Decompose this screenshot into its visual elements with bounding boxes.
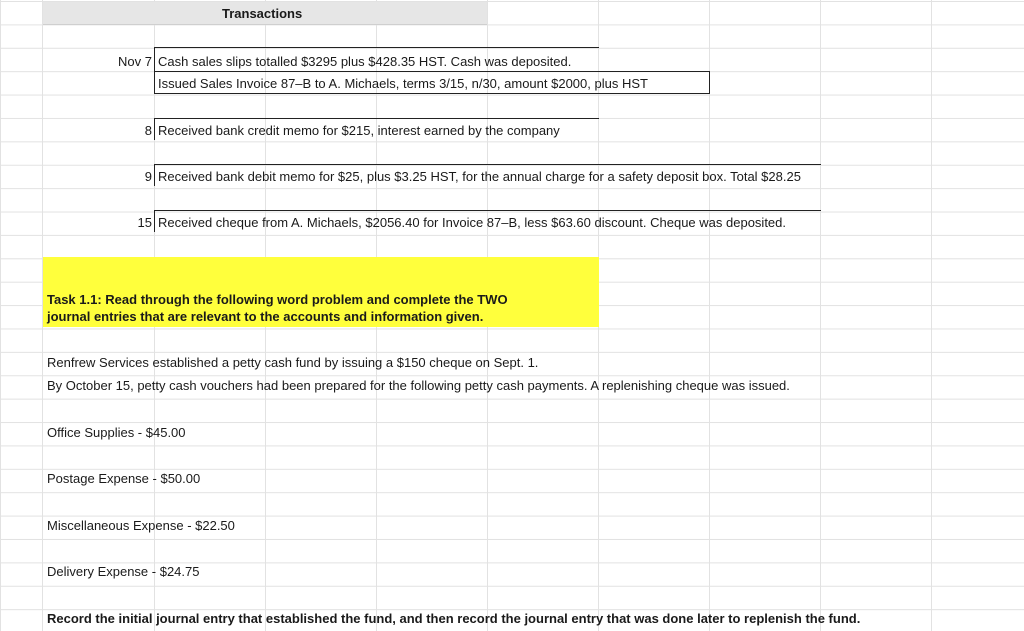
transaction-text: Issued Sales Invoice 87–B to A. Michaels, terms 3/15, n/30, amount $2000, plus HST [158,76,648,91]
transaction-text: Cash sales slips totalled $3295 plus $428.35 HST. Cash was deposited. [158,54,572,69]
column-divider [931,0,932,631]
payment-item: Miscellaneous Expense - $22.50 [47,518,235,533]
transaction-text: Received bank credit memo for $215, interest earned by the company [158,123,560,138]
task-line: Task 1.1: Read through the following word problem and complete the TWO [47,292,508,307]
transaction-date: Nov 7 [118,54,152,69]
column-divider [820,0,821,631]
record-instruction: Record the initial journal entry that established the fund, and then record the journal entry that was done later to replenish the fund. [47,611,861,626]
transaction-date: 8 [144,123,152,138]
problem-text: By October 15, petty cash vouchers had been prepared for the following petty cash payments. A replenishing cheque was issued. [47,378,790,393]
transaction-text: Received bank debit memo for $25, plus $3.25 HST, for the annual charge for a safety deposit box. Total $28.25 [158,169,801,184]
transaction-text: Received cheque from A. Michaels, $2056.40 for Invoice 87–B, less $63.60 discount. Cheque was deposited. [158,215,786,230]
payment-item: Postage Expense - $50.00 [47,471,201,486]
problem-text: Renfrew Services established a petty cash fund by issuing a $150 cheque on Sept. 1. [47,355,539,370]
payment-item: Office Supplies - $45.00 [47,425,186,440]
payment-item: Delivery Expense - $24.75 [47,564,200,579]
task-instruction [47,291,508,325]
task-line: journal entries that are relevant to the accounts and information given. [47,309,484,324]
transaction-date: 9 [144,169,152,184]
transaction-date: 15 [137,215,152,230]
column-divider [709,0,710,631]
transactions-header: Transactions [222,6,303,21]
